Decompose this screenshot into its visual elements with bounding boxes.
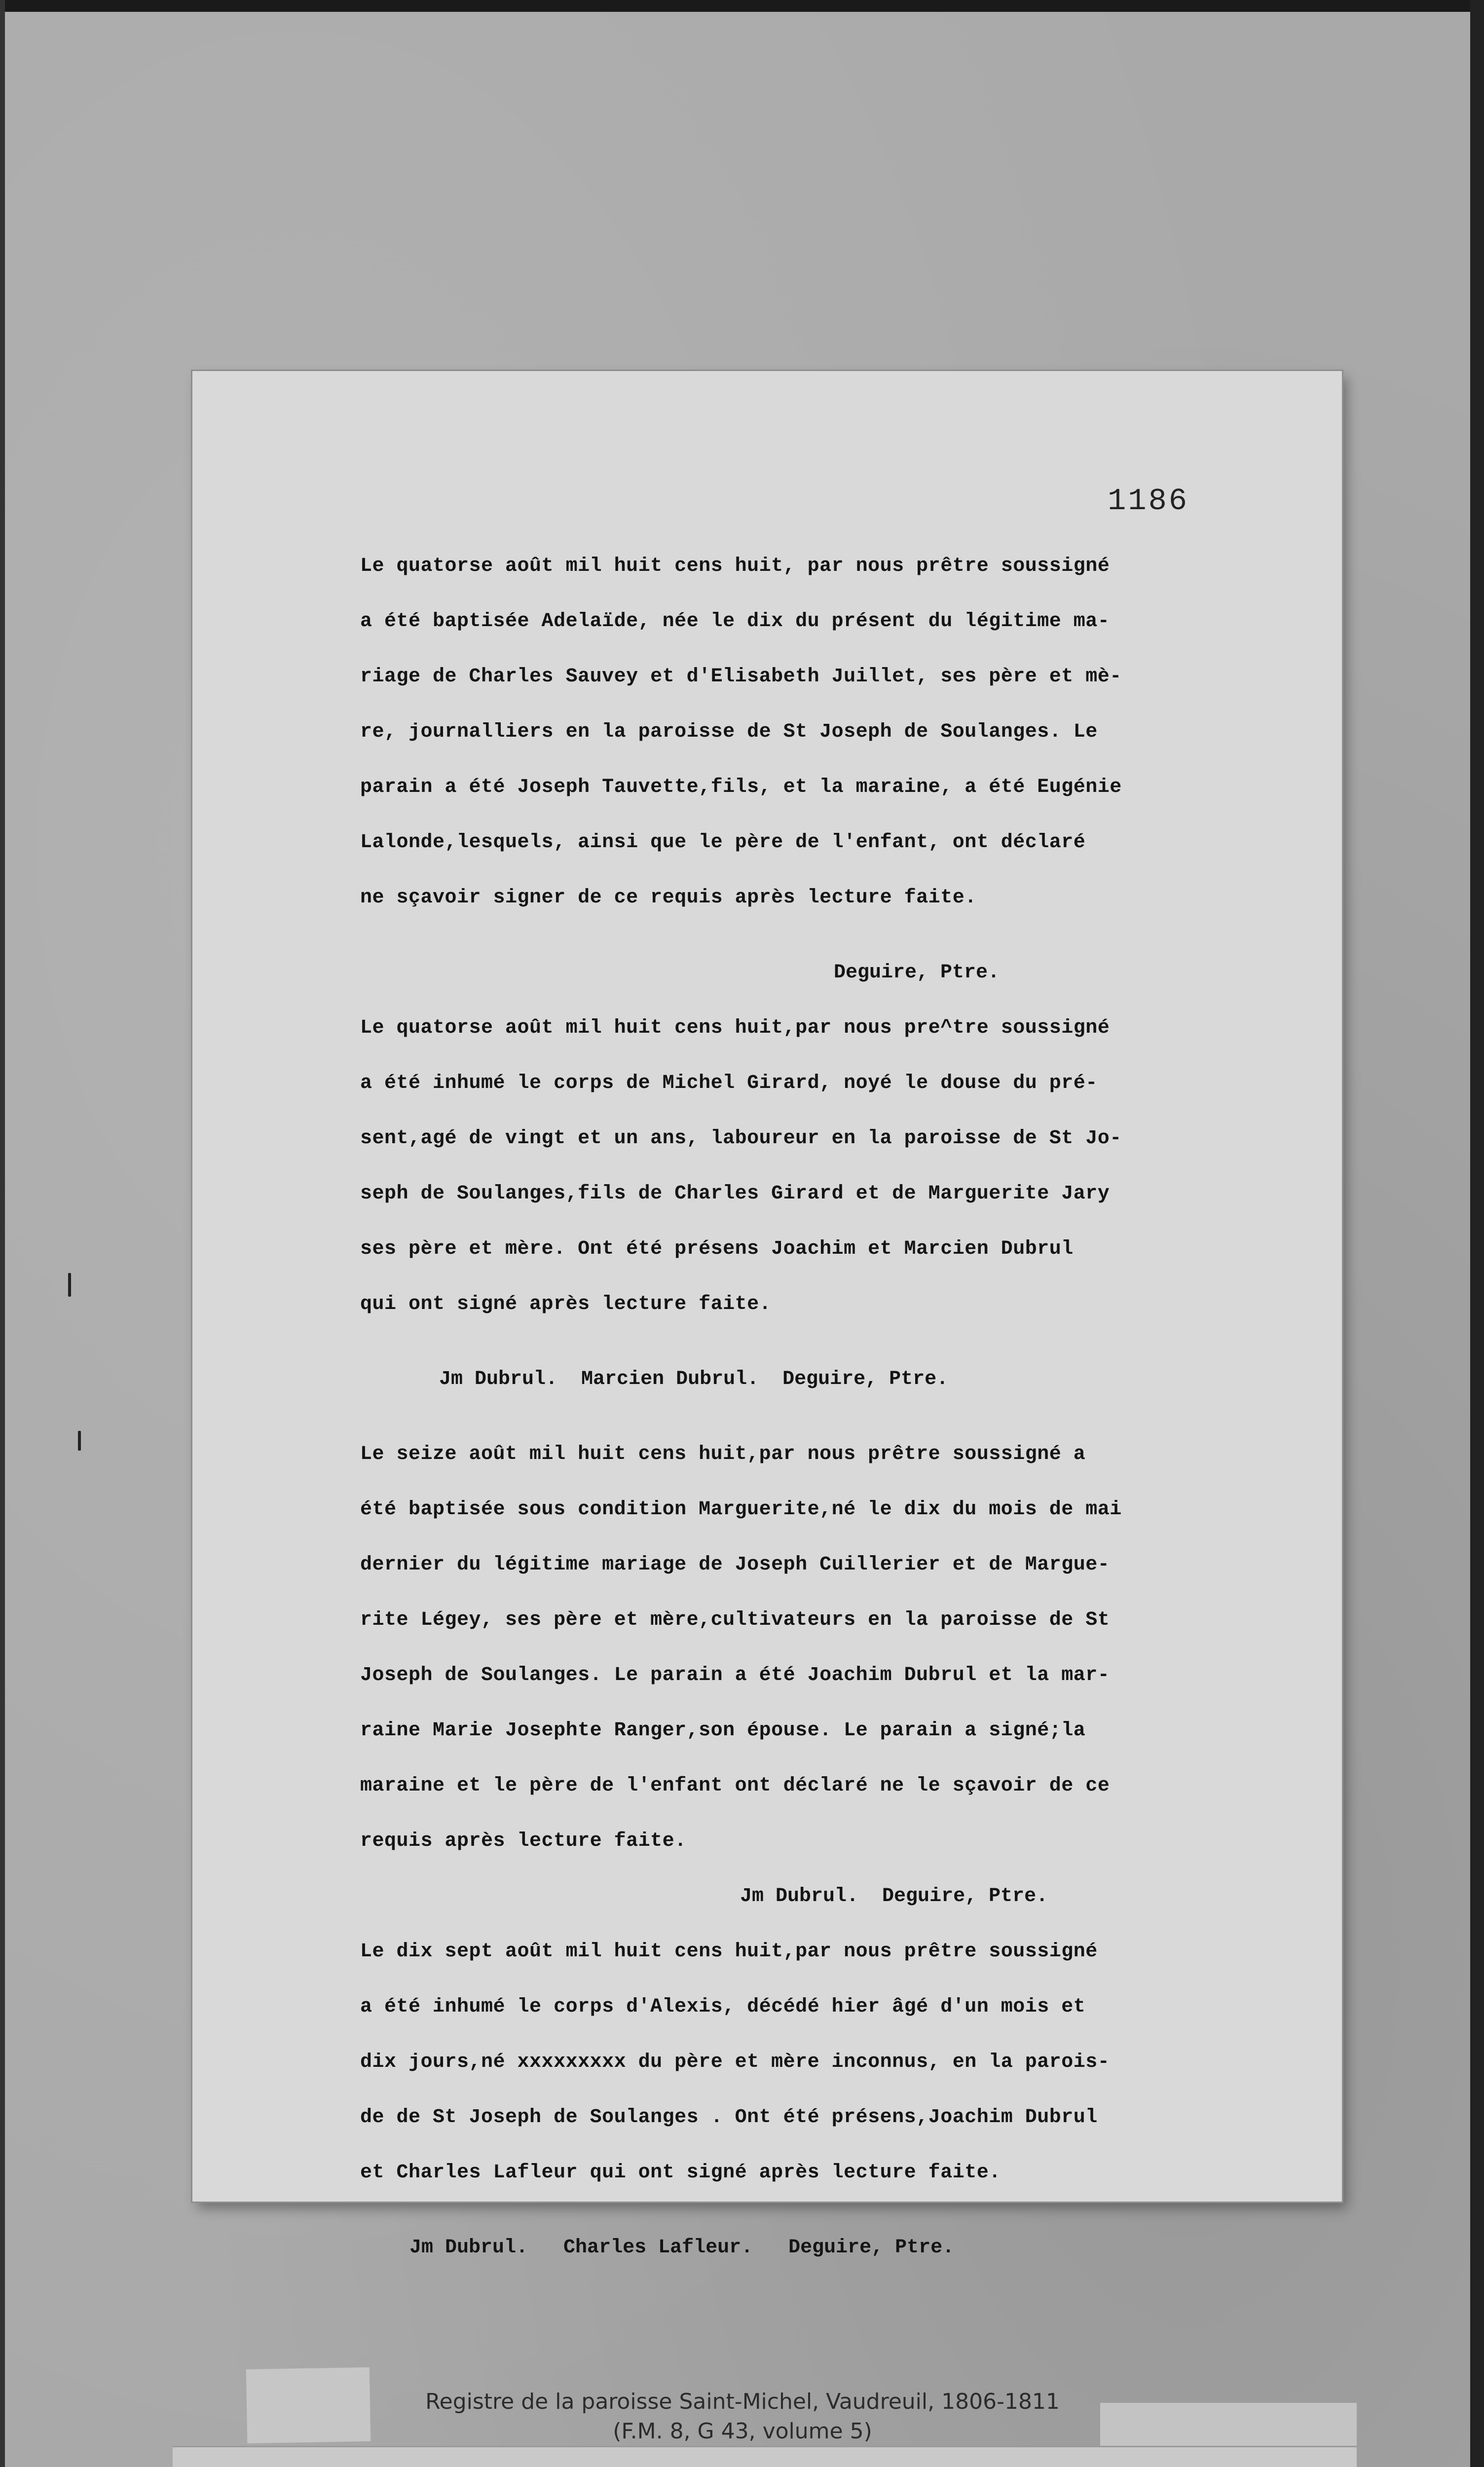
- caption-reference: (F.M. 8, G 43, volume 5): [613, 2419, 872, 2444]
- entry-line: Le quatorse août mil huit cens huit,par nous pre^tre soussigné: [360, 1017, 1110, 1039]
- entry-line: parain a été Joseph Tauvette,fils, et la maraine, a été Eugénie: [360, 776, 1122, 798]
- entry-signature: Jm Dubrul. Charles Lafleur. Deguire, Ptre.: [409, 2237, 955, 2259]
- entry-line: a été inhumé le corps de Michel Girard, noyé le douse du pré-: [360, 1072, 1098, 1094]
- film-edge-left: [0, 0, 5, 2467]
- register-entry-baptism-adelaide: [360, 539, 1278, 1001]
- register-entry-burial-alexis: [360, 1924, 1278, 2276]
- entry-signature: Jm Dubrul. Deguire, Ptre.: [740, 1885, 1048, 1907]
- entry-line: Le quatorse août mil huit cens huit, par nous prêtre soussigné: [360, 555, 1110, 577]
- entry-spacer: [360, 2201, 1278, 2220]
- register-entry-burial-michel-girard: [360, 1001, 1278, 1427]
- entry-line: et Charles Lafleur qui ont signé après lecture faite.: [360, 2162, 1001, 2184]
- entry-signature: Jm Dubrul. Marcien Dubrul. Deguire, Ptre.: [439, 1368, 949, 1390]
- archive-caption: [385, 2387, 1100, 2446]
- entry-line: a été inhumé le corps d'Alexis, décédé hier âgé d'un mois et: [360, 1996, 1086, 2018]
- archive-title-card: [173, 2447, 1357, 2467]
- entry-spacer: [360, 1407, 1278, 1427]
- register-entries: [360, 539, 1278, 2276]
- paper-scrap: [1100, 2403, 1357, 2452]
- typed-register-page: [192, 371, 1342, 2259]
- entry-line: rite Légey, ses père et mère,cultivateurs en la paroisse de St: [360, 1609, 1110, 1631]
- entry-line: re, journalliers en la paroisse de St Joseph de Soulanges. Le: [360, 721, 1098, 743]
- paper-scrap: [246, 2367, 371, 2443]
- entry-line: seph de Soulanges,fils de Charles Girard et de Marguerite Jary: [360, 1183, 1110, 1205]
- entry-spacer: [360, 926, 1278, 945]
- entry-line: dix jours,né xxxxxxxxx du père et mère inconnus, en la parois-: [360, 2051, 1110, 2073]
- entry-line: été baptisée sous condition Marguerite,né le dix du mois de mai: [360, 1498, 1122, 1521]
- entry-line: Lalonde,lesquels, ainsi que le père de l'enfant, ont déclaré: [360, 831, 1086, 854]
- page-number: 1186: [1108, 484, 1189, 519]
- margin-mark: [78, 1431, 81, 1451]
- entry-line: raine Marie Josephte Ranger,son épouse. Le parain a signé;la: [360, 1719, 1086, 1742]
- entry-spacer: [360, 1332, 1278, 1352]
- entry-line: de de St Joseph de Soulanges . Ont été présens,Joachim Dubrul: [360, 2106, 1098, 2129]
- register-entry-baptism-marguerite: [360, 1427, 1278, 1924]
- entry-line: dernier du légitime mariage de Joseph Cuillerier et de Margue-: [360, 1554, 1110, 1576]
- entry-line: requis après lecture faite.: [360, 1830, 687, 1852]
- entry-line: riage de Charles Sauvey et d'Elisabeth Juillet, ses père et mè-: [360, 666, 1122, 688]
- caption-title: Registre de la paroisse Saint-Michel, Vaudreuil, 1806-1811: [425, 2389, 1060, 2414]
- film-edge-top: [0, 0, 1484, 12]
- margin-mark: [68, 1273, 71, 1297]
- entry-line: sent,agé de vingt et un ans, laboureur en la paroisse de St Jo-: [360, 1127, 1122, 1150]
- entry-line: Le dix sept août mil huit cens huit,par nous prêtre soussigné: [360, 1941, 1098, 1963]
- entry-line: Joseph de Soulanges. Le parain a été Joachim Dubrul et la mar-: [360, 1664, 1110, 1686]
- entry-line: maraine et le père de l'enfant ont déclaré ne le sçavoir de ce: [360, 1775, 1110, 1797]
- entry-line: ses père et mère. Ont été présens Joachim et Marcien Dubrul: [360, 1238, 1074, 1260]
- entry-line: a été baptisée Adelaïde, née le dix du présent du légitime ma-: [360, 610, 1110, 633]
- film-edge-right: [1470, 0, 1484, 2467]
- entry-line: Le seize août mil huit cens huit,par nous prêtre soussigné a: [360, 1443, 1086, 1465]
- entry-signature: Deguire, Ptre.: [834, 962, 1000, 984]
- entry-line: ne sçavoir signer de ce requis après lecture faite.: [360, 887, 977, 909]
- entry-line: qui ont signé après lecture faite.: [360, 1293, 772, 1315]
